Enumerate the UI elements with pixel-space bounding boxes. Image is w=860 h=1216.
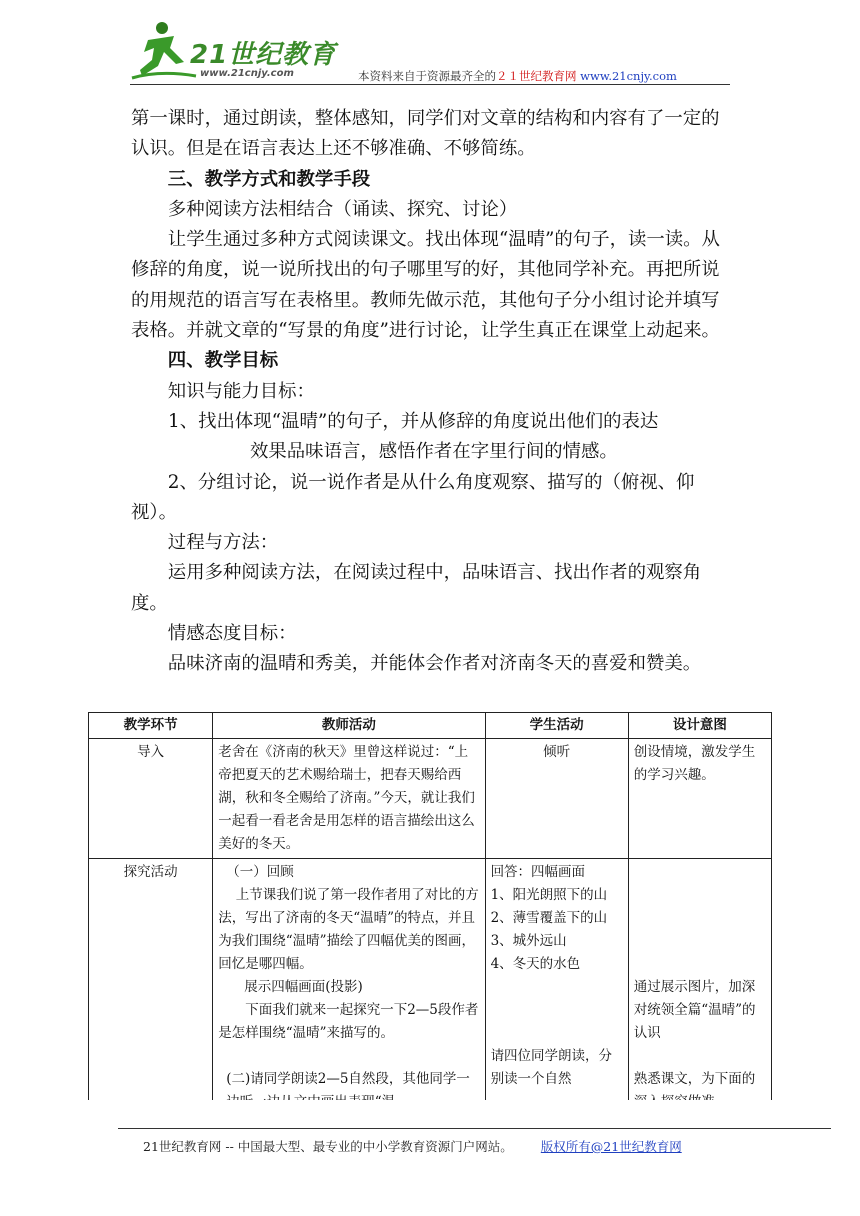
cell-intent-intro: 创设情境，激发学生的学习兴趣。 — [628, 739, 771, 859]
table-header-row — [89, 713, 772, 739]
subheading-emotion-goals: 情感态度目标： — [167, 623, 297, 645]
goal-item-1-line-1: 1、找出体现“温晴”的句子，并从修辞的角度说出他们的表达 — [168, 410, 659, 432]
subheading-process-methods: 过程与方法： — [167, 532, 279, 554]
logo-url: www.21cnjy.com — [200, 68, 294, 79]
logo-text: 21世纪教育 — [190, 40, 337, 70]
document-body — [131, 104, 731, 680]
intent-familiarize: 熟悉课文，为下面的 — [633, 1071, 756, 1087]
student-reading-task: 请四位同学朗读，分别读一个自然 — [490, 1048, 613, 1087]
page-bottom-area — [0, 1100, 860, 1216]
header-note-prefix: 本资料来自于资源最齐全的 — [358, 69, 496, 83]
student-answer-4: 4、冬天的水色 — [490, 956, 581, 972]
goal-item-1 — [131, 407, 731, 468]
footer-text: 21世纪教育网 -- 中国最大型、最专业的中小学教育资源门户网站。 — [143, 1139, 513, 1154]
teacher-step-review: （一）回顾 — [226, 864, 294, 880]
paragraph-analysis: 第一课时，通过朗读，整体感知，同学们对文章的结构和内容有了一定的认识。但是在语言表达上还不够准确、不够简练。 — [131, 108, 720, 160]
cell-teacher-explore — [213, 859, 485, 1117]
student-answer-1: 1、阳光朗照下的山 — [490, 887, 608, 903]
table-row — [89, 859, 772, 1117]
header-site-url[interactable]: www.21cnjy.com — [580, 69, 677, 83]
header-site-name[interactable]: ２１世纪教育网 — [496, 69, 577, 83]
col-header-intent: 设计意图 — [628, 713, 771, 739]
site-logo — [130, 18, 340, 86]
col-header-stage: 教学环节 — [89, 713, 213, 739]
student-answer-label: 回答：四幅画面 — [490, 864, 586, 880]
paragraph-emotion-goals: 品味济南的温晴和秀美，并能体会作者对济南冬天的喜爱和赞美。 — [167, 653, 702, 675]
goal-item-2: 2、分组讨论，说一说作者是从什么角度观察、描写的（俯视、仰视）。 — [131, 471, 695, 523]
footer-divider — [118, 1128, 831, 1129]
cell-stage-intro: 导入 — [89, 739, 213, 859]
table-row — [89, 739, 772, 859]
page-footer — [143, 1137, 682, 1155]
page-header — [130, 18, 730, 86]
footer-copyright-link[interactable]: 版权所有@21世纪教育网 — [540, 1139, 682, 1154]
teacher-show-images: 展示四幅画面(投影) — [244, 979, 363, 995]
student-answer-3: 3、城外远山 — [490, 933, 567, 949]
paragraph-methods-summary: 多种阅读方法相结合（诵读、探究、讨论） — [167, 198, 518, 220]
col-header-teacher: 教师活动 — [213, 713, 485, 739]
student-answer-2: 2、薄雪覆盖下的山 — [490, 910, 608, 926]
subheading-knowledge-goals: 知识与能力目标： — [167, 380, 315, 402]
col-header-student: 学生活动 — [485, 713, 628, 739]
cell-student-intro: 倾听 — [485, 739, 628, 859]
goal-item-1-line-2: 效果品味语言，感悟作者在字里行间的情感。 — [250, 441, 618, 463]
header-divider — [130, 84, 730, 85]
cell-intent-explore — [628, 859, 771, 1117]
heading-teaching-goals: 四、教学目标 — [167, 350, 279, 372]
paragraph-methods-detail: 让学生通过多种方式阅读课文。找出体现“温晴”的句子，读一读。从修辞的角度，说一说所找出的句子哪里写的好，其他同学补充。再把所说的用规范的语言写在表格里。教师先做示范，其他句子分小组讨论并填写表格。并就文章的“写景的角度”进行讨论，让学生真正在课堂上动起来。 — [131, 229, 720, 342]
lesson-plan-table — [88, 712, 772, 1117]
heading-teaching-methods: 三、教学方式和教学手段 — [167, 168, 371, 190]
teacher-explore-intro: 下面我们就来一起探究一下2—5段作者是怎样围绕“温晴”来描写的。 — [218, 1002, 479, 1041]
header-note — [358, 68, 677, 84]
teacher-review-text: 上节课我们说了第一段作者用了对比的方法，写出了济南的冬天“温晴”的特点，并且为我们围绕“温晴”描绘了四幅优美的图画，回忆是哪四幅。 — [218, 887, 479, 972]
cell-stage-explore: 探究活动 — [89, 859, 213, 1117]
teacher-step-read: (二)请同学朗读2—5自然段，其他同学一 — [226, 1071, 470, 1087]
cell-student-explore — [485, 859, 628, 1117]
cell-teacher-intro: 老舍在《济南的秋天》里曾这样说过：“上帝把夏天的艺术赐给瑞士，把春天赐给西湖，秋和冬全赐给了济南。”今天，就让我们一起看一看老舍是用怎样的语言描绘出这么美好的冬天。 — [213, 739, 485, 859]
intent-show-images: 通过展示图片，加深对统领全篇“温晴”的认识 — [633, 979, 756, 1041]
paragraph-process-methods: 运用多种阅读方法，在阅读过程中，品味语言、找出作者的观察角度。 — [131, 562, 702, 614]
